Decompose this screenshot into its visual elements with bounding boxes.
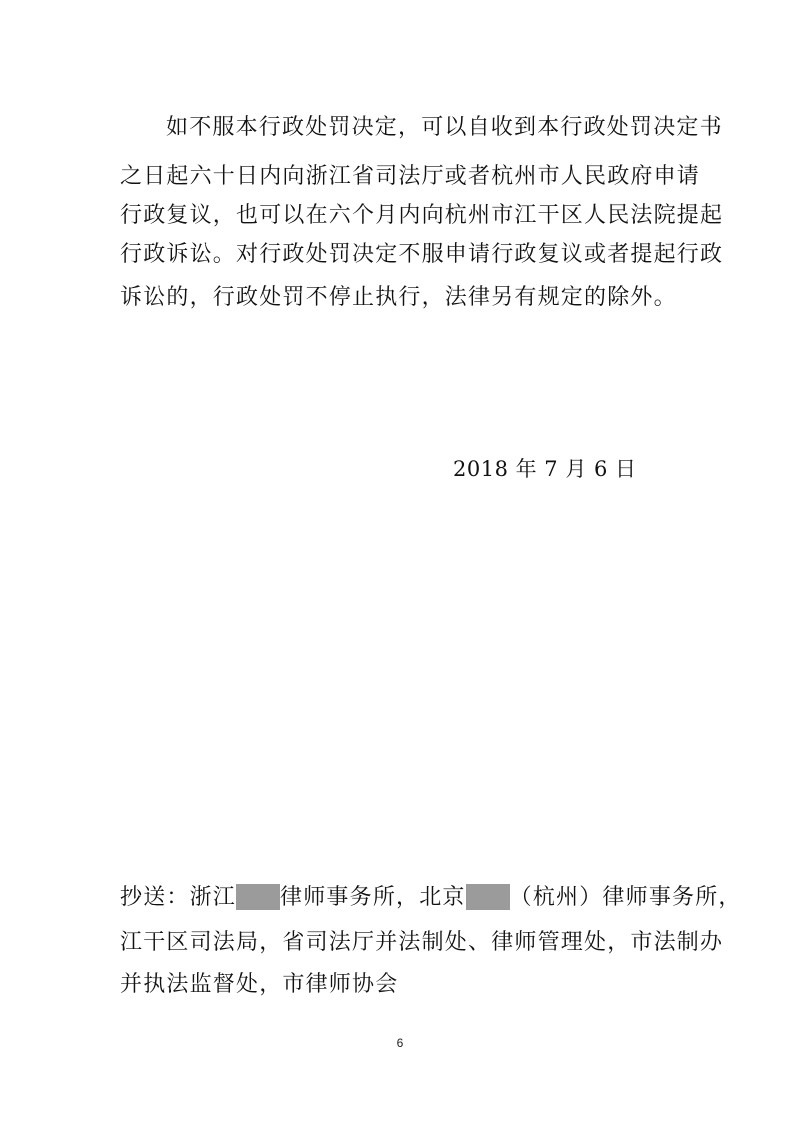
cc-prefix: 抄送：浙江 <box>120 885 237 910</box>
cc-line-3: 并执法监督处，市律师协会 <box>120 972 399 997</box>
cc-line-2: 江干区司法局，省司法厅并法制处、律师管理处，市法制办 <box>120 930 724 955</box>
notice-line-1: 如不服本行政处罚决定，可以自收到本行政处罚决定书 <box>166 115 723 140</box>
cc-line-1 <box>120 884 742 911</box>
redacted-block <box>466 884 510 910</box>
notice-line-4: 行政诉讼。对行政处罚决定不服申请行政复议或者提起行政 <box>120 242 724 267</box>
document-date: 2018 年 7 月 6 日 <box>453 457 637 481</box>
page-number: 6 <box>396 1036 404 1050</box>
notice-line-5: 诉讼的，行政处罚不停止执行，法律另有规定的除外。 <box>120 285 677 310</box>
notice-line-3: 行政复议，也可以在六个月内向杭州市江干区人民法院提起 <box>120 203 724 228</box>
cc-firm-2: （杭州）律师事务所， <box>509 885 742 910</box>
redacted-block <box>236 884 280 910</box>
notice-line-2: 之日起六十日内向浙江省司法厅或者杭州市人民政府申请 <box>120 164 701 189</box>
cc-firm-1: 律师事务所，北京 <box>280 885 466 910</box>
